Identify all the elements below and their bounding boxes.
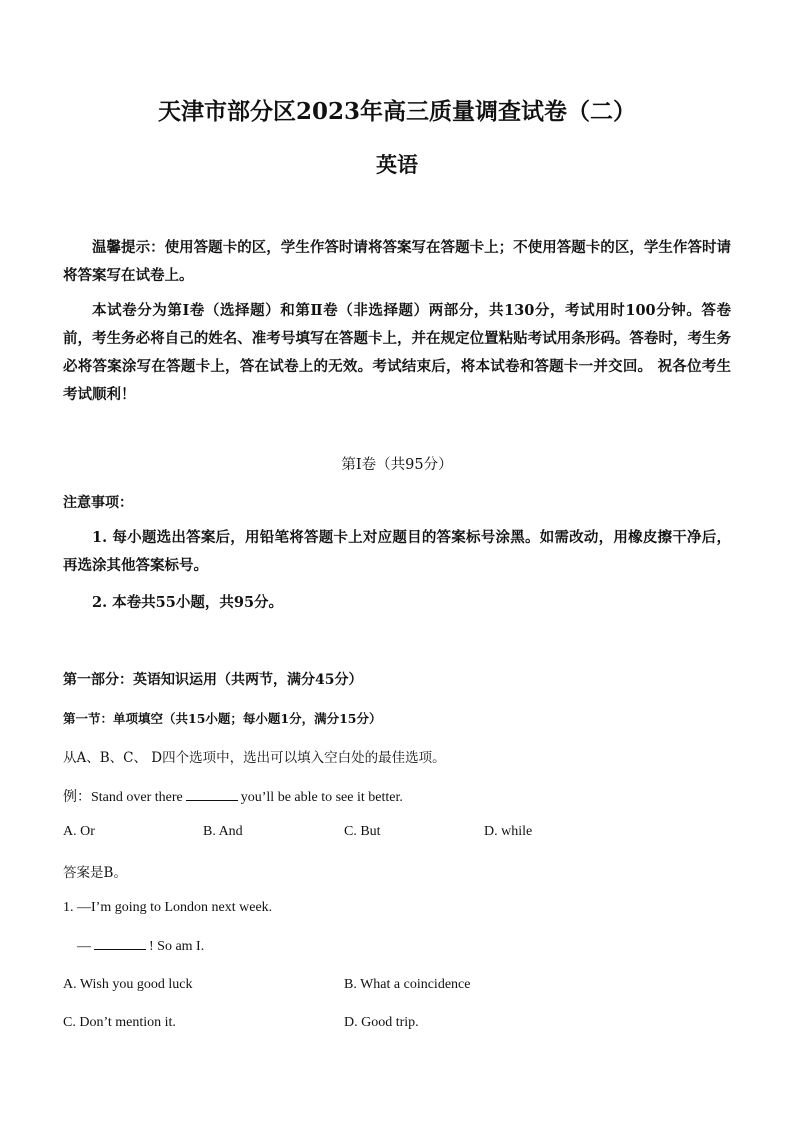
answer-blank bbox=[94, 938, 146, 950]
part1-heading: 第一部分：英语知识运用（共两节，满分45分） bbox=[63, 672, 363, 688]
note-1: 1. 每小题选出答案后，用铅笔将答题卡上对应题目的答案标号涂黑。如需改动，用橡皮擦干净后，再选涂其他答案标号。 bbox=[63, 529, 731, 574]
example-option-d: D. while bbox=[484, 824, 533, 839]
answer-blank bbox=[186, 789, 238, 801]
question-1-option-c: C. Don’t mention it. bbox=[63, 1015, 176, 1030]
question-1-stem: 1. —I’m going to London next week. bbox=[63, 900, 273, 915]
note-2: 2. 本卷共55小题，共95分。 bbox=[92, 594, 284, 611]
question-1-option-d: D. Good trip. bbox=[344, 1015, 419, 1030]
tip-paragraph: 温馨提示：使用答题卡的区，学生作答时请将答案写在答题卡上；不使用答题卡的区，学生作答时请将答案写在试卷上。 bbox=[63, 239, 731, 284]
example-option-a: A. Or bbox=[63, 824, 95, 839]
reply-dash: — bbox=[77, 939, 91, 954]
reply-suffix: ! So am I. bbox=[149, 939, 205, 954]
section1-heading: 第一节：单项填空（共15小题；每小题1分，满分15分） bbox=[63, 711, 382, 726]
intro-paragraph: 本试卷分为第Ⅰ卷（选择题）和第Ⅱ卷（非选择题）两部分，共130分，考试用时100分钟。答卷前，考生务必将自己的姓名、准考号填写在答题卡上，并在规定位置粘贴考试用条形码。答卷时，考生务必将答案涂写在答题卡上，答在试卷上的无效。考试结束后，将本试卷和答题卡一并交回。 祝各位考生考试顺利！ bbox=[63, 302, 731, 403]
example-answer: 答案是B。 bbox=[63, 865, 127, 881]
example-option-b: B. And bbox=[203, 824, 243, 839]
example-suffix: you’ll be able to see it better. bbox=[240, 790, 403, 805]
exam-title: 天津市部分区2023年高三质量调查试卷（二） bbox=[157, 98, 636, 125]
example-prefix: 例：Stand over there bbox=[63, 790, 183, 805]
example-option-c: C. But bbox=[344, 824, 381, 839]
question-1-reply bbox=[77, 938, 204, 955]
example-question bbox=[63, 786, 403, 806]
question-1-option-b: B. What a coincidence bbox=[344, 977, 471, 992]
instruction: 从A、B、C、 D四个选项中，选出可以填入空白处的最佳选项。 bbox=[63, 750, 446, 766]
volume-heading: 第Ⅰ卷（共95分） bbox=[341, 457, 453, 473]
question-1-option-a: A. Wish you good luck bbox=[63, 977, 193, 992]
notes-label: 注意事项： bbox=[63, 495, 133, 511]
subject-title: 英语 bbox=[376, 152, 418, 177]
